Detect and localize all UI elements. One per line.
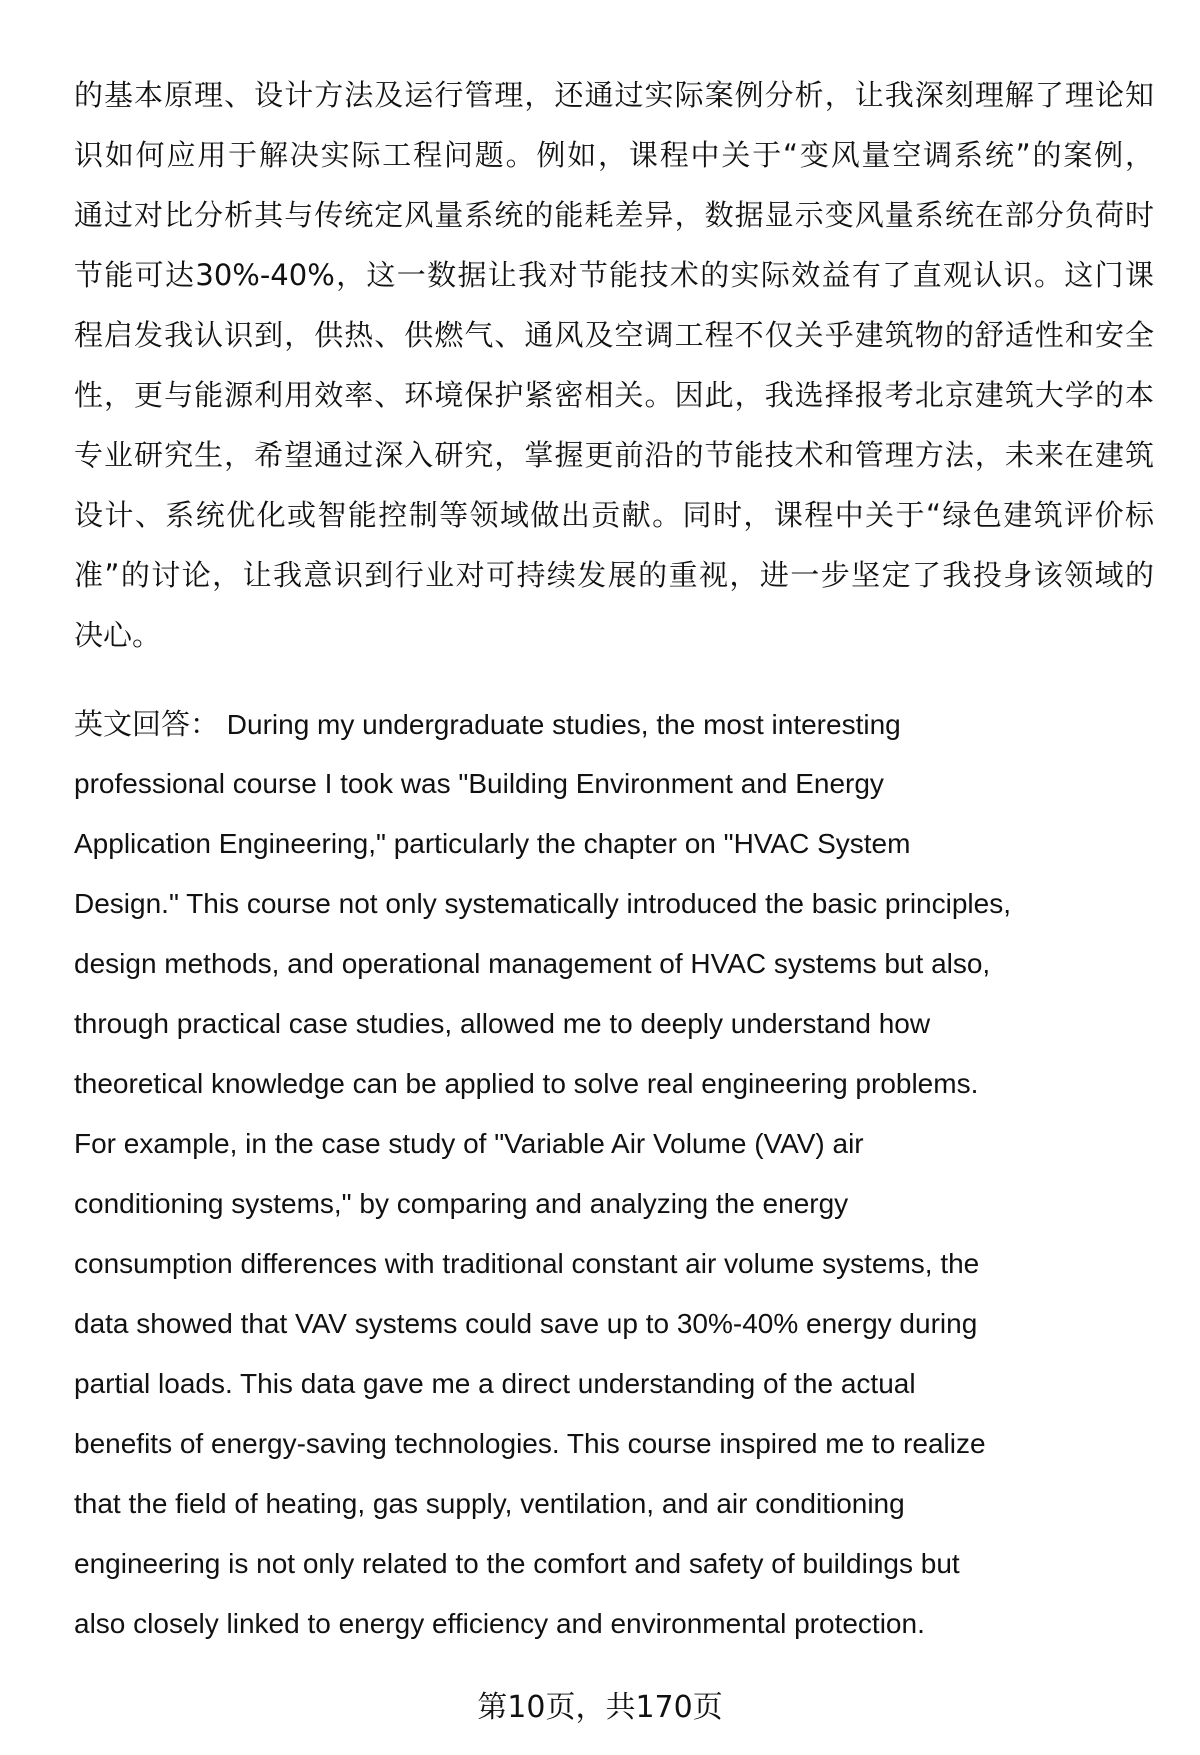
text-line: theoretical knowledge can be applied to solve real engineering problems. [74, 1068, 979, 1099]
text-line: Application Engineering," particularly the chapter on "HVAC System [74, 828, 911, 859]
text-line: 准”的讨论，让我意识到行业对可持续发展的重视，进一步坚定了我投身该领域的 [74, 558, 1154, 592]
text-line: 程启发我认识到，供热、供燃气、通风及空调工程不仅关乎建筑物的舒适性和安全 [74, 318, 1154, 352]
page-number: 第10页，共170页 [477, 1690, 723, 1725]
text-line: data showed that VAV systems could save up to 30%-40% energy during [74, 1308, 978, 1339]
answer-label: 英文回答： [74, 707, 220, 741]
text-line: professional course I took was "Building Environment and Energy [74, 768, 884, 799]
text-line: 性，更与能源利用效率、环境保护紧密相关。因此，我选择报考北京建筑大学的本 [74, 378, 1154, 412]
text-line: through practical case studies, allowed me to deeply understand how [74, 1008, 931, 1039]
text-line: benefits of energy-saving technologies. This course inspired me to realize [74, 1428, 986, 1459]
text-line: 通过对比分析其与传统定风量系统的能耗差异，数据显示变风量系统在部分负荷时 [74, 198, 1154, 232]
text-line: 识如何应用于解决实际工程问题。例如，课程中关于“变风量空调系统”的案例， [74, 138, 1154, 172]
text-line: Design." This course not only systematically introduced the basic principles, [74, 888, 1011, 919]
text-line: 决心。 [74, 618, 162, 652]
text-line: consumption differences with traditional constant air volume systems, the [74, 1248, 980, 1279]
text-line: 专业研究生，希望通过深入研究，掌握更前沿的节能技术和管理方法，未来在建筑 [74, 438, 1154, 472]
text-line [74, 704, 1154, 744]
answer-text: During my undergraduate studies, the most interesting [219, 709, 901, 740]
text-line: For example, in the case study of "Variable Air Volume (VAV) air [74, 1128, 864, 1159]
text-line: that the field of heating, gas supply, ventilation, and air conditioning [74, 1488, 905, 1519]
text-line: 节能可达30%-40%，这一数据让我对节能技术的实际效益有了直观认识。这门课 [74, 258, 1154, 292]
text-line: design methods, and operational management of HVAC systems but also, [74, 948, 991, 979]
text-line: 的基本原理、设计方法及运行管理，还通过实际案例分析，让我深刻理解了理论知 [74, 78, 1154, 112]
text-line: conditioning systems," by comparing and analyzing the energy [74, 1188, 849, 1219]
text-line: partial loads. This data gave me a direct understanding of the actual [74, 1368, 916, 1399]
text-line: also closely linked to energy efficiency and environmental protection. [74, 1608, 925, 1639]
text-line: 设计、系统优化或智能控制等领域做出贡献。同时，课程中关于“绿色建筑评价标 [74, 498, 1154, 532]
text-line: engineering is not only related to the comfort and safety of buildings but [74, 1548, 960, 1579]
